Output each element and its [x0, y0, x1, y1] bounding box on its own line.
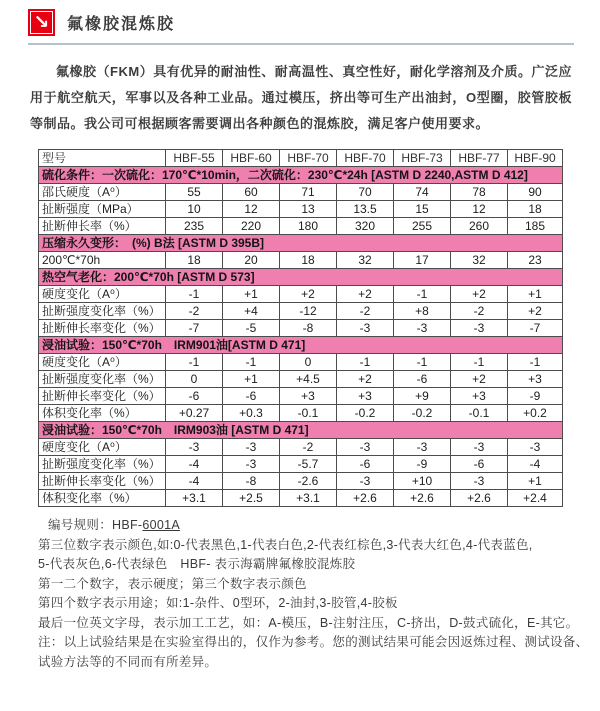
- cell-value: -0.2: [337, 405, 394, 422]
- row-label: 200℃*70h: [39, 252, 166, 269]
- cell-value: -4: [508, 456, 563, 473]
- cell-value: +1: [508, 473, 563, 490]
- row-label: 硬度变化（A⁰）: [39, 286, 166, 303]
- numbering-rule-line: [38, 516, 570, 536]
- row-label: 扯断伸长率（%）: [39, 218, 166, 235]
- cell-value: 235: [166, 218, 223, 235]
- cell-value: -0.2: [394, 405, 451, 422]
- cell-value: +4: [223, 303, 280, 320]
- cell-value: -3: [166, 439, 223, 456]
- cell-value: -6: [337, 456, 394, 473]
- cell-value: -5: [223, 320, 280, 337]
- grade-column-header: HBF-70: [280, 150, 337, 167]
- data-row: [39, 405, 563, 422]
- cell-value: +1: [508, 286, 563, 303]
- cell-value: -1: [337, 354, 394, 371]
- data-row: [39, 439, 563, 456]
- row-label: 扯断伸长率变化（%）: [39, 320, 166, 337]
- model-column-header: 型号: [39, 150, 166, 167]
- cell-value: 20: [223, 252, 280, 269]
- cell-value: -9: [394, 456, 451, 473]
- section-header: 浸油试验：150℃*70h IRM903油 [ASTM D 471]: [39, 422, 563, 439]
- row-label: 扯断强度变化率（%）: [39, 456, 166, 473]
- cell-value: 185: [508, 218, 563, 235]
- data-row: [39, 201, 563, 218]
- cell-value: -2: [280, 439, 337, 456]
- cell-value: 70: [337, 184, 394, 201]
- cell-value: -2: [451, 303, 508, 320]
- data-row: [39, 286, 563, 303]
- cell-value: -7: [508, 320, 563, 337]
- cell-value: 74: [394, 184, 451, 201]
- cell-value: 60: [223, 184, 280, 201]
- cell-value: 220: [223, 218, 280, 235]
- cell-value: +10: [394, 473, 451, 490]
- cell-value: +3: [451, 388, 508, 405]
- cell-value: 32: [337, 252, 394, 269]
- cell-value: -2.6: [280, 473, 337, 490]
- cell-value: +2: [451, 286, 508, 303]
- cell-value: -8: [223, 473, 280, 490]
- intro-paragraph: 氟橡胶（FKM）具有优异的耐油性、耐高温性、真空性好，耐化学溶剂及介质。广泛应用于航空航天，军事以及各种工业品。通过模压，挤出等可生产出油封，O型圈，胶管胶板等制品。我公司可根据顾客需要调出各种颜色的混炼胶，满足客户使用要求。: [30, 64, 572, 131]
- spec-table: [38, 149, 563, 507]
- cell-value: -3: [508, 439, 563, 456]
- grade-column-header: HBF-73: [394, 150, 451, 167]
- table-header-row: [39, 150, 563, 167]
- data-row: [39, 218, 563, 235]
- row-label: 硬度变化（A⁰）: [39, 354, 166, 371]
- cell-value: -2: [166, 303, 223, 320]
- cell-value: -6: [223, 388, 280, 405]
- cell-value: 180: [280, 218, 337, 235]
- cell-value: -6: [394, 371, 451, 388]
- cell-value: 0: [166, 371, 223, 388]
- cell-value: -6: [166, 388, 223, 405]
- cell-value: +2.6: [394, 490, 451, 507]
- grade-column-header: HBF-77: [451, 150, 508, 167]
- cell-value: 12: [451, 201, 508, 218]
- cell-value: -6: [451, 456, 508, 473]
- cell-value: -0.1: [280, 405, 337, 422]
- cell-value: -2: [337, 303, 394, 320]
- cell-value: 12: [223, 201, 280, 218]
- data-row: [39, 184, 563, 201]
- cell-value: -12: [280, 303, 337, 320]
- cell-value: -1: [223, 354, 280, 371]
- page-title: 氟橡胶混炼胶: [67, 16, 176, 33]
- row-label: 扯断强度（MPa）: [39, 201, 166, 218]
- cell-value: +2: [451, 371, 508, 388]
- row-label: 扯断伸长率变化（%）: [39, 388, 166, 405]
- row-label: 体积变化率（%）: [39, 405, 166, 422]
- cell-value: -3: [451, 439, 508, 456]
- page-header: [28, 9, 574, 45]
- cell-value: 71: [280, 184, 337, 201]
- section-header: 浸油试验：150℃*70h IRM901油[ASTM D 471]: [39, 337, 563, 354]
- grade-column-header: HBF-90: [508, 150, 563, 167]
- cell-value: 18: [166, 252, 223, 269]
- section-header: 压缩永久变形： (%) B法 [ASTM D 395B]: [39, 235, 563, 252]
- data-row: [39, 252, 563, 269]
- cell-value: 320: [337, 218, 394, 235]
- cell-value: +0.3: [223, 405, 280, 422]
- cell-value: -3: [394, 439, 451, 456]
- cell-value: 18: [280, 252, 337, 269]
- row-label: 扯断伸长率变化（%）: [39, 473, 166, 490]
- cell-value: +3.1: [166, 490, 223, 507]
- footer-notes: [38, 516, 589, 672]
- section-row: [39, 167, 563, 184]
- row-label: 扯断强度变化率（%）: [39, 371, 166, 388]
- note-line: 第一二个数字，表示硬度；第三个数字表示颜色: [38, 576, 307, 591]
- cell-value: +1: [223, 286, 280, 303]
- section-header: 硫化条件：一次硫化：170℃*10min，二次硫化：230℃*24h [ASTM D 2240,ASTM D 412]: [39, 167, 563, 184]
- section-row: [39, 422, 563, 439]
- row-label: 体积变化率（%）: [39, 490, 166, 507]
- cell-value: -1: [451, 354, 508, 371]
- spec-table-body: [39, 150, 563, 507]
- cell-value: +2: [280, 286, 337, 303]
- numbering-rule-prefix: 编号规则：HBF-: [48, 518, 143, 532]
- cell-value: +8: [394, 303, 451, 320]
- data-row: [39, 456, 563, 473]
- cell-value: +3: [280, 388, 337, 405]
- cell-value: +3: [508, 371, 563, 388]
- section-header: 热空气老化：200℃*70h [ASTM D 573]: [39, 269, 563, 286]
- cell-value: +2.5: [223, 490, 280, 507]
- note-line: 第四个数字表示用途；如:1-杂件、0型环，2-油封,3-胶管,4-胶板: [38, 596, 398, 610]
- cell-value: -8: [280, 320, 337, 337]
- cell-value: -4: [166, 473, 223, 490]
- cell-value: -3: [337, 439, 394, 456]
- cell-value: -7: [166, 320, 223, 337]
- data-row: [39, 303, 563, 320]
- cell-value: 0: [280, 354, 337, 371]
- cell-value: +2: [337, 371, 394, 388]
- note-line: 试验方法等的不同而有所差异。: [38, 654, 218, 669]
- cell-value: -1: [394, 286, 451, 303]
- cell-value: 13.5: [337, 201, 394, 218]
- cell-value: 260: [451, 218, 508, 235]
- cell-value: -3: [223, 439, 280, 456]
- cell-value: +3: [337, 388, 394, 405]
- cell-value: 255: [394, 218, 451, 235]
- cell-value: -1: [508, 354, 563, 371]
- cell-value: 10: [166, 201, 223, 218]
- note-line: 第三位数字表示颜色,如:0-代表黑色,1-代表白色,2-代表红棕色,3-代表大红色,4-代表蓝色,: [38, 537, 533, 552]
- data-row: [39, 371, 563, 388]
- row-label: 扯断强度变化率（%）: [39, 303, 166, 320]
- note-lines-container: [38, 536, 589, 673]
- cell-value: 32: [451, 252, 508, 269]
- data-row: [39, 473, 563, 490]
- cell-value: +4.5: [280, 371, 337, 388]
- section-row: [39, 235, 563, 252]
- cell-value: -3: [337, 320, 394, 337]
- note-line: 注：以上试验结果是在实验室得出的，仅作为参考。您的测试结果可能会因返炼过程、测试设备、: [38, 635, 589, 649]
- cell-value: 55: [166, 184, 223, 201]
- grade-column-header: HBF-55: [166, 150, 223, 167]
- cell-value: -3: [451, 320, 508, 337]
- cell-value: 18: [508, 201, 563, 218]
- cell-value: +2.6: [337, 490, 394, 507]
- arrow-down-right-icon: ↘: [28, 9, 55, 36]
- cell-value: -3: [337, 473, 394, 490]
- note-line: 5-代表灰色,6-代表绿色 HBF- 表示海霸牌氟橡胶混炼胶: [38, 557, 356, 571]
- cell-value: 78: [451, 184, 508, 201]
- numbering-rule-code: 6001A: [142, 518, 181, 532]
- cell-value: +9: [394, 388, 451, 405]
- cell-value: +2.6: [451, 490, 508, 507]
- cell-value: +2: [337, 286, 394, 303]
- cell-value: -1: [166, 286, 223, 303]
- cell-value: +0.27: [166, 405, 223, 422]
- cell-value: -1: [166, 354, 223, 371]
- section-row: [39, 337, 563, 354]
- cell-value: +3.1: [280, 490, 337, 507]
- cell-value: -4: [166, 456, 223, 473]
- cell-value: +1: [223, 371, 280, 388]
- cell-value: +2: [508, 303, 563, 320]
- data-row: [39, 320, 563, 337]
- cell-value: -3: [223, 456, 280, 473]
- cell-value: -3: [451, 473, 508, 490]
- cell-value: 90: [508, 184, 563, 201]
- cell-value: +2.4: [508, 490, 563, 507]
- cell-value: 13: [280, 201, 337, 218]
- cell-value: -3: [394, 320, 451, 337]
- data-row: [39, 490, 563, 507]
- section-row: [39, 269, 563, 286]
- note-line: 最后一位英文字母，表示加工工艺，如：A-模压，B-注射注压，C-挤出，D-鼓式硫化，E-其它。: [38, 615, 579, 630]
- cell-value: +0.2: [508, 405, 563, 422]
- cell-value: -5.7: [280, 456, 337, 473]
- grade-column-header: HBF-60: [223, 150, 280, 167]
- row-label: 硬度变化（A⁰）: [39, 439, 166, 456]
- data-row: [39, 354, 563, 371]
- grade-column-header: HBF-70: [337, 150, 394, 167]
- cell-value: -0.1: [451, 405, 508, 422]
- cell-value: 23: [508, 252, 563, 269]
- data-row: [39, 388, 563, 405]
- row-label: 邵氏硬度（A⁰）: [39, 184, 166, 201]
- cell-value: -9: [508, 388, 563, 405]
- cell-value: 15: [394, 201, 451, 218]
- cell-value: 17: [394, 252, 451, 269]
- cell-value: -1: [394, 354, 451, 371]
